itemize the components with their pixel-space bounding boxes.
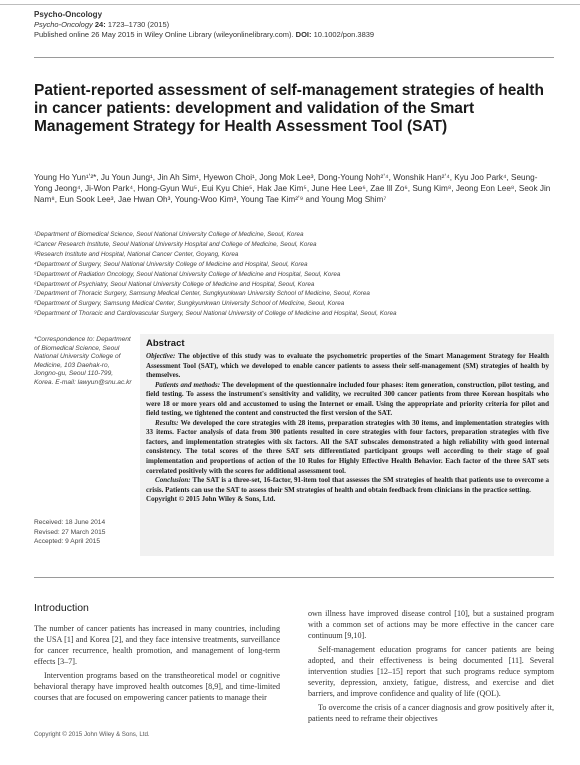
affiliation-6: ⁶Department of Psychiatry, Seoul National University College of Medicine and Hospital, Seoul, Korea xyxy=(34,280,315,288)
affiliation-4: ⁴Department of Surgery, Seoul National University College of Medicine and Hospital, Seoul, Korea xyxy=(34,260,308,268)
header-divider xyxy=(34,57,554,58)
article-title: Patient-reported assessment of self-management strategies of health in cancer patients: development and validation of the Smart Management Strategy for Health Assessment Tool (SAT) xyxy=(34,82,544,135)
affiliation-7: ⁷Department of Thoracic Surgery, Samsung Medical Center, Sungkyunkwan University School of Medicine, Seoul, Korea xyxy=(34,290,370,298)
received-date: Received: 18 June 2014 xyxy=(34,519,106,526)
intro-paragraph-1: The number of cancer patients has increased in many countries, including the USA [1] and Korea [2], and they face intensive treatments, surveillance for cancer recurrence, health promotion, and management of long-term effects [3–7]. xyxy=(34,624,280,666)
abstract-copyright: Copyright © 2015 John Wiley & Sons, Ltd. xyxy=(146,495,276,504)
publication-line: Published online 26 May 2015 in Wiley Online Library (wileyonlinelibrary.com). DOI: 10.1002/pon.3839 xyxy=(34,30,375,39)
body-column-right xyxy=(308,608,554,724)
intro-paragraph-3: own illness have improved disease control [10], but a sustained program with a common set of actions may be more effective in the cancer care continuum [9,10]. xyxy=(308,609,554,640)
affiliation-5: ⁵Department of Radiation Oncology, Seoul National University College of Medicine and Hospital, Seoul, Korea xyxy=(34,270,341,278)
doi-link[interactable]: 10.1002/pon.3839 xyxy=(313,30,375,39)
section-divider xyxy=(34,577,554,578)
affiliation-8: ⁸Department of Surgery, Samsung Medical Center, Sungkyunkwan University School of Medicine, Seoul, Korea xyxy=(34,300,345,308)
abstract-conclusion: Conclusion: The SAT is a three-set, 16-factor, 91-item tool that assesses the SM strategies of health that patients use to overcome a crisis. Patients can use the SAT to assess their SM strategies of health and obtain feedback from clinicians in the practice setting. xyxy=(146,476,549,494)
intro-paragraph-2: Intervention programs based on the transtheoretical model or cognitive behavioral therapy have improved health outcomes [8,9], and time-limited courses that are focused on empowering cancer patients to manage their xyxy=(34,671,280,702)
abstract-methods: Patients and methods: The development of the questionnaire included four phases: item generation, construction, pilot testing, and field testing. To assess the instrument's sensitivity and validity, we recruited 300 cancer patients from three Korean hospitals who were 18 or more years old and accustomed to using the Internet or email. Using the appropriate and priority criteria for pilot and field testing, we tightened the content and constructed the first version of the SAT. xyxy=(146,380,549,418)
body-column-left xyxy=(34,602,280,703)
revised-date: Revised: 27 March 2015 xyxy=(34,528,106,536)
affiliation-list xyxy=(34,230,554,319)
journal-name: Psycho-Oncology xyxy=(34,10,103,19)
affiliation-9: ⁹Department of Thoracic and Cardiovascular Surgery, Seoul National University of College of Medicine and Hospital, Seoul, Korea xyxy=(34,310,397,318)
page-footer: Copyright © 2015 John Wiley & Sons, Ltd. xyxy=(34,731,150,738)
citation-line: Psycho-Oncology 24: 1723–1730 (2015) xyxy=(34,20,170,29)
abstract-objective: Objective: The objective of this study was to evaluate the psychometric properties of the Smart Management Strategy for Health Assessment Tool (SAT), which we developed to enable cancer patients to assess their self-management (SM) strategies of health by themselves. xyxy=(146,352,549,380)
affiliation-1: ¹Department of Biomedical Science, Seoul National University College of Medicine, Seoul, Korea xyxy=(34,231,304,238)
abstract-heading: Abstract xyxy=(146,338,185,349)
introduction-heading: Introduction xyxy=(34,602,89,614)
running-header xyxy=(34,10,374,40)
affiliation-3: ³Research Institute and Hospital, National Cancer Center, Goyang, Korea xyxy=(34,250,239,258)
author-list: Young Ho Yun¹ʼ²*, Ju Youn Jung¹, Jin Ah Sim¹, Hyewon Choi¹, Jong Mok Lee³, Dong-Young Noh²ʼ⁴, Wonshik Han²ʼ⁴, Kyu Joo Park⁴, Seung-Yong Jeong⁴, Ji-Won Park⁴, Hong-Gyun Wu⁵, Eui Kyu Chie⁵, Hak Jae Kim⁵, June Hee Lee⁶, Zae Ill Zo⁶, Sung Kim⁸, Jeong Eon Lee⁸, Seok Jin Nam⁸, Eun Sook Lee³, Jae Hwan Oh³, Young-Woo Kim³, Young Tae Kim²ʼ⁹ and Young Mog Shim⁷ xyxy=(34,173,551,205)
top-border xyxy=(0,4,580,5)
affiliation-2: ²Cancer Research Institute, Seoul National University Hospital and College of Medicine, Seoul, Korea xyxy=(34,240,317,248)
intro-paragraph-4: Self-management education programs for cancer patients are being adopted, and their effectiveness is being documented [11]. Several intervention studies [12–15] report that such programs reduce symptom severity, depression, anxiety, fatigue, distress, and exercise and diet barriers, and improve confidence and quality of life (QOL). xyxy=(308,645,554,698)
correspondence: *Correspondence to: Department of Biomedical Science, Seoul National University College of Medicine, 103 Daehak-ro, Jongno-gu, Seoul 110-799, Korea. E-mail: lawyun@snu.ac.kr xyxy=(34,336,132,386)
article-dates xyxy=(34,518,134,547)
accepted-date: Accepted: 9 April 2015 xyxy=(34,538,100,546)
intro-paragraph-5: To overcome the crisis of a cancer diagnosis and grow positively after it, patients need to reframe their objectives xyxy=(308,703,554,723)
abstract-results: Results: We developed the core strategies with 28 items, preparation strategies with 30 items, and implementation strategies with 33 items. Factor analysis of data from 300 patients resulted in core strategies with four factors, preparation strategies with five factors, and implementation strategies with six factors. All the SAT subscales demonstrated a high reliability with good internal consistency. The total scores of the three SAT sets differentiated participant groups well according to their stage of goal implementation and proportions of action of the 10 Rules for Highly Effective Health Behavior. Each factor of the three SAT sets correlated positively with the scores for additional assessment tool. xyxy=(146,418,549,475)
abstract-body xyxy=(146,352,549,505)
